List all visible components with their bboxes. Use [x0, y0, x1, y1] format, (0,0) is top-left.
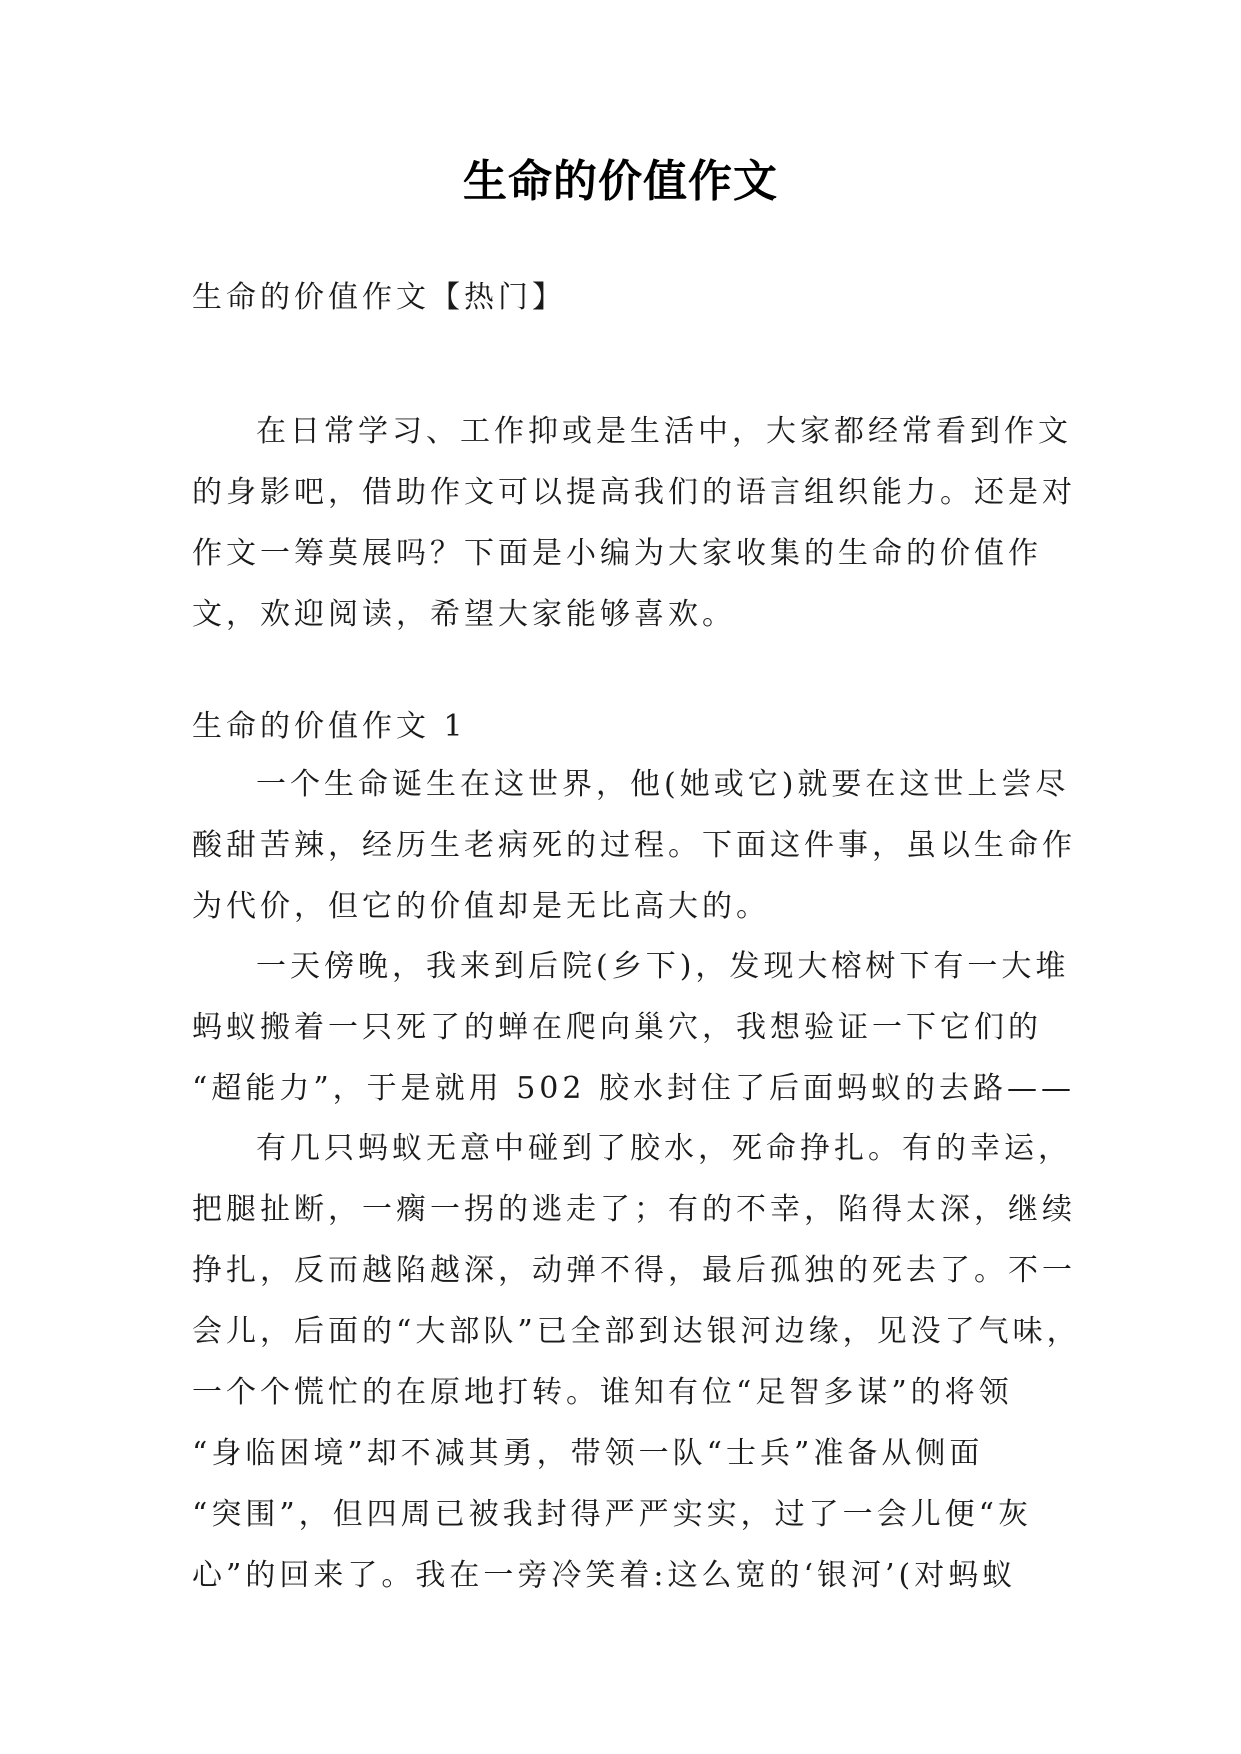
paragraph-line: 有几只蚂蚁无意中碰到了胶水，死命挣扎。有的幸运，	[256, 1131, 1072, 1166]
paragraph-line: 挣扎，反而越陷越深，动弹不得，最后孤独的死去了。不一	[192, 1253, 1076, 1288]
paragraph-line: 一天傍晚，我来到后院(乡下)，发现大榕树下有一大堆	[256, 949, 1070, 984]
paragraph-line: 心”的回来了。我在一旁冷笑着:这么宽的‘银河’(对蚂蚁	[192, 1558, 1017, 1593]
paragraph-line: 会儿，后面的“大部队”已全部到达银河边缘，见没了气味，	[192, 1314, 1081, 1349]
section-heading-text: 生命的价值作文 1	[192, 709, 467, 744]
document-title: 生命的价值作文	[463, 156, 778, 207]
paragraph-line: 把腿扯断，一瘸一拐的逃走了；有的不幸，陷得太深，继续	[192, 1192, 1076, 1227]
paragraph-line: “身临困境”却不减其勇，带领一队“士兵”准备从侧面	[192, 1436, 984, 1471]
paragraph-line: 为代价，但它的价值却是无比高大的。	[192, 889, 770, 924]
paragraph-1	[192, 754, 1076, 937]
section-heading	[192, 696, 1062, 757]
paragraph-line: 蚂蚁搬着一只死了的蝉在爬向巢穴，我想验证一下它们的	[192, 1010, 1042, 1045]
paragraph-line: 一个生命诞生在这世界，他(她或它)就要在这世上尝尽	[256, 767, 1070, 802]
paragraph-line: “超能力”，于是就用 502 胶水封住了后面蚂蚁的去路——	[192, 1071, 1076, 1106]
document-subtitle	[192, 267, 1062, 328]
intro-line: 的身影吧，借助作文可以提高我们的语言组织能力。还是对	[192, 475, 1076, 510]
paragraph-2	[192, 936, 1076, 1119]
intro-line: 文，欢迎阅读，希望大家能够喜欢。	[192, 597, 736, 632]
intro-paragraph	[192, 401, 1076, 645]
paragraph-line: 一个个慌忙的在原地打转。谁知有位“足智多谋”的将领	[192, 1375, 1013, 1410]
subtitle-line: 生命的价值作文【热门】	[192, 280, 566, 315]
intro-line: 在日常学习、工作抑或是生活中，大家都经常看到作文	[256, 414, 1072, 449]
paragraph-line: “突围”，但四周已被我封得严严实实，过了一会儿便“灰	[192, 1497, 1033, 1532]
intro-line: 作文一筹莫展吗？下面是小编为大家收集的生命的价值作	[192, 536, 1042, 571]
paragraph-3	[192, 1118, 1081, 1606]
paragraph-line: 酸甜苦辣，经历生老病死的过程。下面这件事，虽以生命作	[192, 828, 1076, 863]
